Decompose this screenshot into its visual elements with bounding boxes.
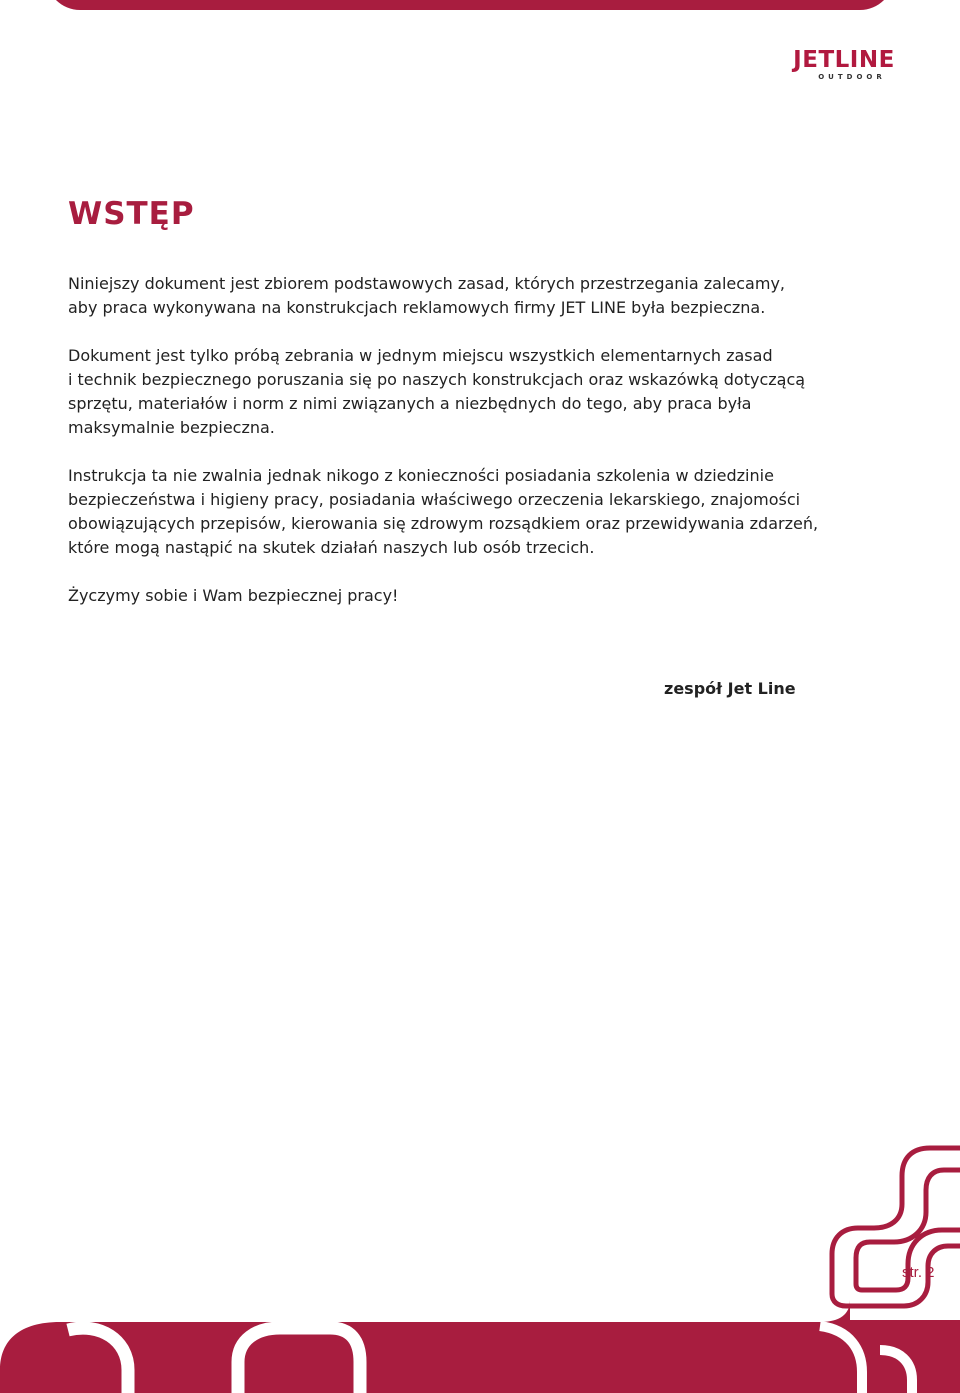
- paragraph-disclaimer: [68, 464, 918, 560]
- decorative-footer-graphic: [0, 1100, 960, 1393]
- text-line: obowiązujących przepisów, kierowania się zdrowym rozsądkiem oraz przewidywania zdarzeń,: [68, 514, 819, 533]
- text-line: bezpieczeństwa i higieny pracy, posiadania właściwego orzeczenia lekarskiego, znajomości: [68, 490, 801, 509]
- signature: zespół Jet Line: [664, 679, 796, 698]
- paragraph-intro: [68, 272, 918, 320]
- text-line: maksymalnie bezpieczna.: [68, 418, 275, 437]
- text-line: Instrukcja ta nie zwalnia jednak nikogo z konieczności posiadania szkolenia w dziedzinie: [68, 466, 774, 485]
- document-body: [68, 272, 918, 632]
- text-line: sprzętu, materiałów i norm z nimi związanych a niezbędnych do tego, aby praca była: [68, 394, 752, 413]
- top-decorative-band: [46, 0, 894, 10]
- text-line: które mogą nastąpić na skutek działań naszych lub osób trzecich.: [68, 538, 595, 557]
- page-title: WSTĘP: [68, 196, 195, 232]
- text-line: Niniejszy dokument jest zbiorem podstawowych zasad, których przestrzegania zalecamy,: [68, 274, 785, 293]
- footer-band: [0, 1300, 960, 1393]
- logo-tagline: OUTDOOR: [818, 73, 886, 81]
- logo-wordmark: JETLINE: [793, 47, 895, 73]
- paragraph-scope: [68, 344, 918, 440]
- text-line: Dokument jest tylko próbą zebrania w jednym miejscu wszystkich elementarnych zasad: [68, 346, 773, 365]
- paragraph-wish: [68, 584, 918, 608]
- text-line: aby praca wykonywana na konstrukcjach reklamowych firmy JET LINE była bezpieczna.: [68, 298, 766, 317]
- text-line: i technik bezpiecznego poruszania się po naszych konstrukcjach oraz wskazówką dotyczącą: [68, 370, 806, 389]
- jetline-logo: [789, 49, 899, 81]
- page-number: str. 2: [902, 1264, 935, 1281]
- text-line: Życzymy sobie i Wam bezpiecznej pracy!: [68, 586, 399, 605]
